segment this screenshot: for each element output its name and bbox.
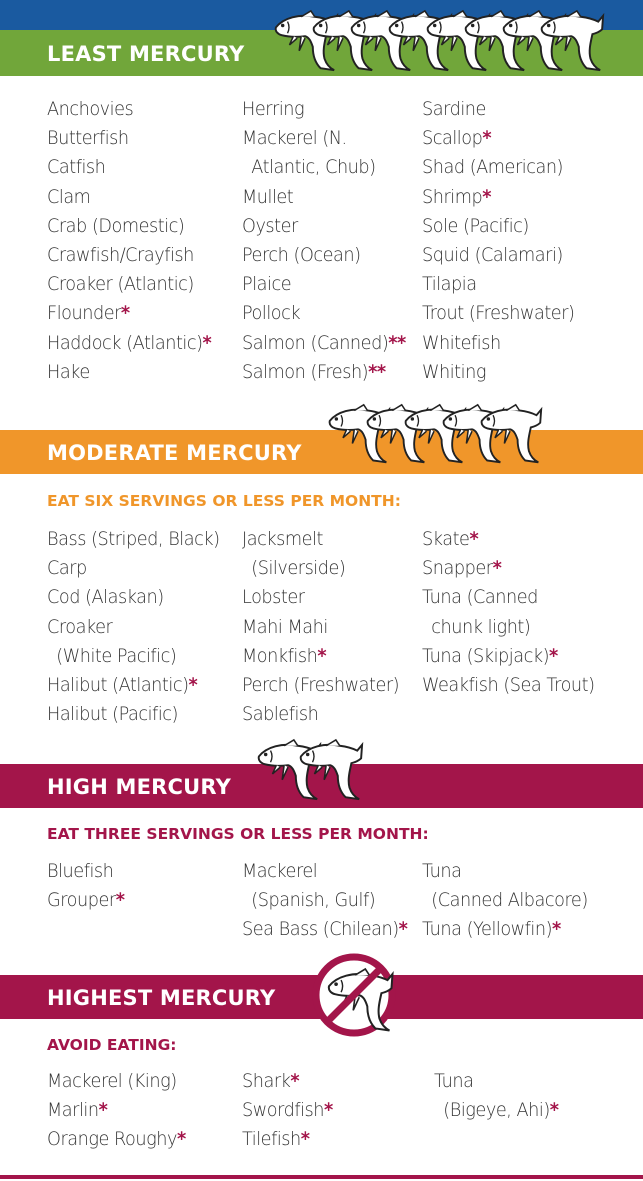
fish-list-item xyxy=(422,915,588,944)
asterisk-note-mark: * xyxy=(323,1099,333,1122)
fish-list-item xyxy=(242,886,407,915)
fish-list-item xyxy=(422,886,588,915)
fish-name: Cod (Alaskan) xyxy=(47,586,164,609)
fish-name: Crab (Domestic) xyxy=(47,214,185,237)
fish-name: Oyster xyxy=(242,214,298,237)
fish-list-item xyxy=(242,613,399,642)
fish-list-item xyxy=(47,1067,186,1096)
fish-name: Butterfish xyxy=(47,127,129,150)
fish-name: (Silverside) xyxy=(251,557,346,580)
fish-list-item xyxy=(242,212,406,241)
fish-name: Orange Roughy xyxy=(47,1128,178,1151)
fish-list-item xyxy=(242,700,399,729)
high-col-3 xyxy=(422,857,600,945)
fish-name: (White Pacific) xyxy=(56,644,177,667)
fish-list-item xyxy=(47,700,220,729)
fish-list-item xyxy=(434,1096,559,1125)
highest-col-2 xyxy=(242,1067,340,1155)
fish-list-item xyxy=(422,554,595,583)
fish-name: Scallop xyxy=(422,127,483,150)
fish-list-item xyxy=(47,1125,186,1154)
fish-list-item xyxy=(242,1067,333,1096)
fish-name: Shrimp xyxy=(422,185,483,208)
fish-name: Bluefish xyxy=(47,860,114,882)
asterisk-note-mark: * xyxy=(482,185,492,208)
fish-name: Swordfish xyxy=(242,1099,324,1122)
moderate-col-3 xyxy=(422,525,608,700)
fish-list-item xyxy=(422,124,574,153)
fish-list-item xyxy=(422,299,574,328)
asterisk-note-mark: * xyxy=(549,644,558,667)
asterisk-note-mark: * xyxy=(177,1128,186,1151)
fish-name: Mackerel (King) xyxy=(47,1070,177,1092)
high-subtitle: EAT THREE SERVINGS OR LESS PER MONTH: xyxy=(47,825,429,843)
fish-name: Jacksmelt xyxy=(242,528,323,550)
fish-name: Bass (Striped, Black) xyxy=(47,528,220,550)
least-mercury-title: LEAST MERCURY xyxy=(47,42,245,66)
asterisk-note-mark: ** xyxy=(388,331,406,354)
asterisk-note-mark: ** xyxy=(368,360,386,383)
fish-list-item xyxy=(422,241,574,270)
fish-list-item xyxy=(422,358,574,387)
fish-list-item xyxy=(422,583,595,612)
asterisk-note-mark: * xyxy=(482,127,492,150)
fish-list-item xyxy=(242,554,399,583)
fish-list-item xyxy=(242,915,407,944)
fish-name: Tilefish xyxy=(242,1128,301,1151)
moderate-col-1 xyxy=(47,525,233,729)
fish-list-item xyxy=(422,329,574,358)
fish-name: Marlin xyxy=(47,1099,99,1122)
fish-icon xyxy=(538,8,606,76)
fish-list-item xyxy=(242,857,407,886)
fish-list-item xyxy=(47,583,220,612)
fish-name: Tuna (Canned xyxy=(422,586,538,609)
fish-name: Sablefish xyxy=(242,703,319,726)
high-col-1 xyxy=(47,857,130,915)
fish-list-item xyxy=(422,270,574,299)
least-col-1 xyxy=(47,95,224,387)
highest-col-1 xyxy=(47,1067,196,1155)
fish-list-item xyxy=(242,583,399,612)
fish-name: Snapper xyxy=(422,557,493,580)
fish-list-item xyxy=(242,241,406,270)
fish-list-item xyxy=(47,212,211,241)
fish-list-item xyxy=(47,153,211,182)
asterisk-note-mark: * xyxy=(552,918,561,941)
fish-list-item xyxy=(242,1096,333,1125)
fish-list-item xyxy=(47,270,211,299)
asterisk-note-mark: * xyxy=(188,673,198,696)
least-fish-row xyxy=(272,8,612,78)
fish-name: Catfish xyxy=(47,156,106,179)
fish-list-item xyxy=(422,525,595,554)
fish-list-item xyxy=(242,299,406,328)
asterisk-note-mark: * xyxy=(290,1070,300,1092)
fish-list-item xyxy=(47,857,124,886)
fish-list-item xyxy=(242,329,406,358)
fish-list-item xyxy=(47,886,124,915)
fish-name: (Bigeye, Ahi) xyxy=(443,1099,550,1122)
asterisk-note-mark: * xyxy=(398,918,408,941)
fish-name: Squid (Calamari) xyxy=(422,243,563,266)
fish-name: Mahi Mahi xyxy=(242,615,328,638)
fish-name: (Spanish, Gulf) xyxy=(251,889,376,912)
fish-name: Perch (Ocean) xyxy=(242,243,361,266)
fish-list-item xyxy=(242,153,406,182)
fish-name: Anchovies xyxy=(47,98,134,120)
fish-name: Tuna (Yellowfin) xyxy=(422,918,553,941)
fish-list-item xyxy=(47,358,211,387)
high-col-2 xyxy=(242,857,420,945)
moderate-subtitle: EAT SIX SERVINGS OR LESS PER MONTH: xyxy=(47,492,401,510)
asterisk-note-mark: * xyxy=(492,557,502,580)
fish-name: Mullet xyxy=(242,185,294,208)
fish-list-item xyxy=(47,299,211,328)
highest-mercury-title: HIGHEST MERCURY xyxy=(47,986,276,1010)
fish-name: Tuna xyxy=(422,860,462,882)
fish-list-item xyxy=(422,153,574,182)
fish-name: Halibut (Atlantic) xyxy=(47,673,189,696)
fish-list-item xyxy=(242,183,406,212)
fish-name: Carp xyxy=(47,557,87,580)
fish-list-item xyxy=(422,613,595,642)
fish-list-item xyxy=(422,642,595,671)
fish-name: Trout (Freshwater) xyxy=(422,302,575,325)
fish-list-item xyxy=(434,1067,559,1096)
fish-name: Sardine xyxy=(422,98,486,120)
moderate-col-2 xyxy=(242,525,411,729)
fish-list-item xyxy=(242,358,406,387)
fish-name: Tilapia xyxy=(422,273,477,296)
asterisk-note-mark: * xyxy=(300,1128,310,1151)
fish-list-item xyxy=(47,329,211,358)
fish-name: Mackerel (N. xyxy=(242,127,347,150)
fish-name: Crawfish/Crayfish xyxy=(47,243,194,266)
fish-name: Croaker xyxy=(47,615,113,638)
asterisk-note-mark: * xyxy=(98,1099,108,1122)
fish-name: chunk light) xyxy=(431,615,531,638)
fish-name: Croaker (Atlantic) xyxy=(47,273,194,296)
fish-list-item xyxy=(242,671,399,700)
asterisk-note-mark: * xyxy=(120,302,130,325)
fish-name: Weakfish (Sea Trout) xyxy=(422,673,595,696)
fish-name: Mackerel xyxy=(242,860,318,882)
fish-list-item xyxy=(47,241,211,270)
fish-name: Atlantic, Chub) xyxy=(251,156,376,179)
fish-list-item xyxy=(47,183,211,212)
fish-name: Pollock xyxy=(242,302,301,325)
fish-list-item xyxy=(47,1096,186,1125)
fish-list-item xyxy=(47,613,220,642)
asterisk-note-mark: * xyxy=(202,331,212,354)
fish-list-item xyxy=(242,642,399,671)
no-fish-icon xyxy=(311,952,397,1038)
fish-name: Sea Bass (Chilean) xyxy=(242,918,399,941)
asterisk-note-mark: * xyxy=(115,889,125,912)
fish-name: Sole (Pacific) xyxy=(422,214,529,237)
highest-col-3 xyxy=(434,1067,568,1125)
high-fish-row xyxy=(255,737,375,807)
moderate-fish-row xyxy=(326,402,556,472)
asterisk-note-mark: * xyxy=(549,1099,559,1122)
fish-name: Lobster xyxy=(242,586,305,609)
moderate-mercury-title: MODERATE MERCURY xyxy=(47,441,302,465)
highest-subtitle: AVOID EATING: xyxy=(47,1036,177,1054)
fish-list-item xyxy=(47,554,220,583)
fish-list-item xyxy=(242,124,406,153)
fish-list-item xyxy=(422,183,574,212)
fish-name: Tuna (Skipjack) xyxy=(422,644,550,667)
fish-name: Shark xyxy=(242,1070,291,1092)
fish-name: Perch (Freshwater) xyxy=(242,673,400,696)
least-col-3 xyxy=(422,95,586,387)
fish-list-item xyxy=(422,95,574,124)
fish-name: Skate xyxy=(422,528,470,550)
fish-list-item xyxy=(47,124,211,153)
fish-icon xyxy=(297,737,365,805)
fish-list-item xyxy=(422,212,574,241)
fish-name: Plaice xyxy=(242,273,292,296)
fish-name: (Canned Albacore) xyxy=(431,889,588,912)
fish-name: Flounder xyxy=(47,302,121,325)
fish-name: Whiting xyxy=(422,360,486,383)
asterisk-note-mark: * xyxy=(317,644,327,667)
fish-name: Salmon (Fresh) xyxy=(242,360,369,383)
fish-list-item xyxy=(47,95,211,124)
fish-list-item xyxy=(47,525,220,554)
fish-name: Halibut (Pacific) xyxy=(47,703,178,726)
fish-list-item xyxy=(47,671,220,700)
fish-name: Haddock (Atlantic) xyxy=(47,331,203,354)
fish-icon xyxy=(478,402,544,468)
least-col-2 xyxy=(242,95,418,387)
fish-list-item xyxy=(422,671,595,700)
fish-name: Monkfish xyxy=(242,644,318,667)
fish-list-item xyxy=(242,270,406,299)
fish-list-item xyxy=(47,642,220,671)
bottom-rule xyxy=(0,1175,643,1179)
fish-name: Clam xyxy=(47,185,91,208)
fish-name: Tuna xyxy=(434,1070,474,1092)
fish-list-item xyxy=(242,1125,333,1154)
fish-list-item xyxy=(422,857,588,886)
fish-name: Herring xyxy=(242,98,305,120)
fish-name: Shad (American) xyxy=(422,156,563,179)
fish-name: Salmon (Canned) xyxy=(242,331,389,354)
high-mercury-title: HIGH MERCURY xyxy=(47,775,232,799)
fish-list-item xyxy=(242,95,406,124)
fish-name: Grouper xyxy=(47,889,116,912)
asterisk-note-mark: * xyxy=(469,528,479,550)
fish-name: Hake xyxy=(47,360,90,383)
fish-name: Whitefish xyxy=(422,331,501,354)
fish-list-item xyxy=(242,525,399,554)
